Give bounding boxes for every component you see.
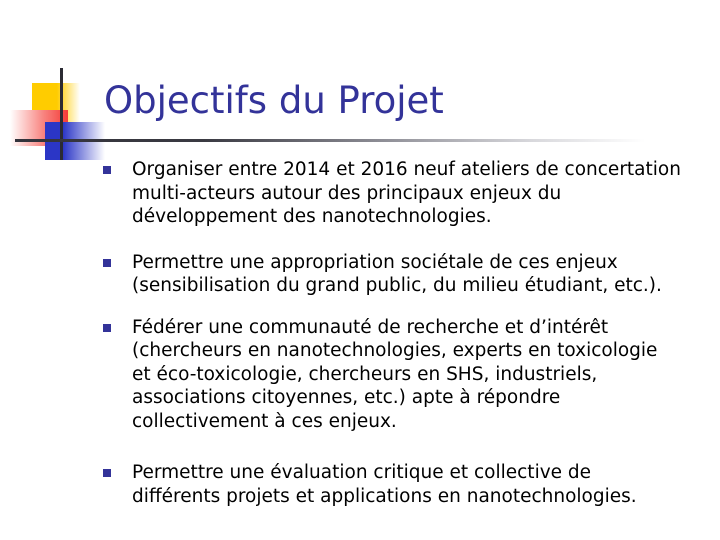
bullet-item-1 (96, 158, 706, 229)
bullet-item-2-text: Permettre une appropriation sociétale de ces enjeux (sensibilisation du grand public, du milieu étudiant, etc.). (132, 251, 662, 296)
decoration-yellow-square (32, 83, 80, 122)
bullet-item-4 (96, 461, 706, 508)
bullet-item-3 (96, 316, 706, 434)
decoration-vertical-rule (60, 68, 63, 160)
bullet-item-4-text: Permettre une évaluation critique et collective de différents projets et applications en nanotechnologies. (132, 462, 637, 507)
bullet-item-3-text: Fédérer une communauté de recherche et d’intérêt (chercheurs en nanotechnologies, experts en toxicologie et éco-toxicologie, chercheurs en SHS, industriels, associations citoyennes, etc.) apte à répondre collectivement à ces enjeux. (132, 316, 658, 432)
bullet-item-2 (96, 251, 706, 298)
square-bullet-icon (103, 166, 111, 174)
bullet-list (96, 158, 706, 508)
square-bullet-icon (103, 469, 111, 477)
slide-title: Objectifs du Projet (104, 79, 444, 122)
square-bullet-icon (103, 324, 111, 332)
title-underline-rule (15, 139, 645, 142)
bullet-item-1-text: Organiser entre 2014 et 2016 neuf ateliers de concertation multi-acteurs autour des principaux enjeux du développement des nanotechnologies. (132, 159, 681, 227)
square-bullet-icon (103, 259, 111, 267)
